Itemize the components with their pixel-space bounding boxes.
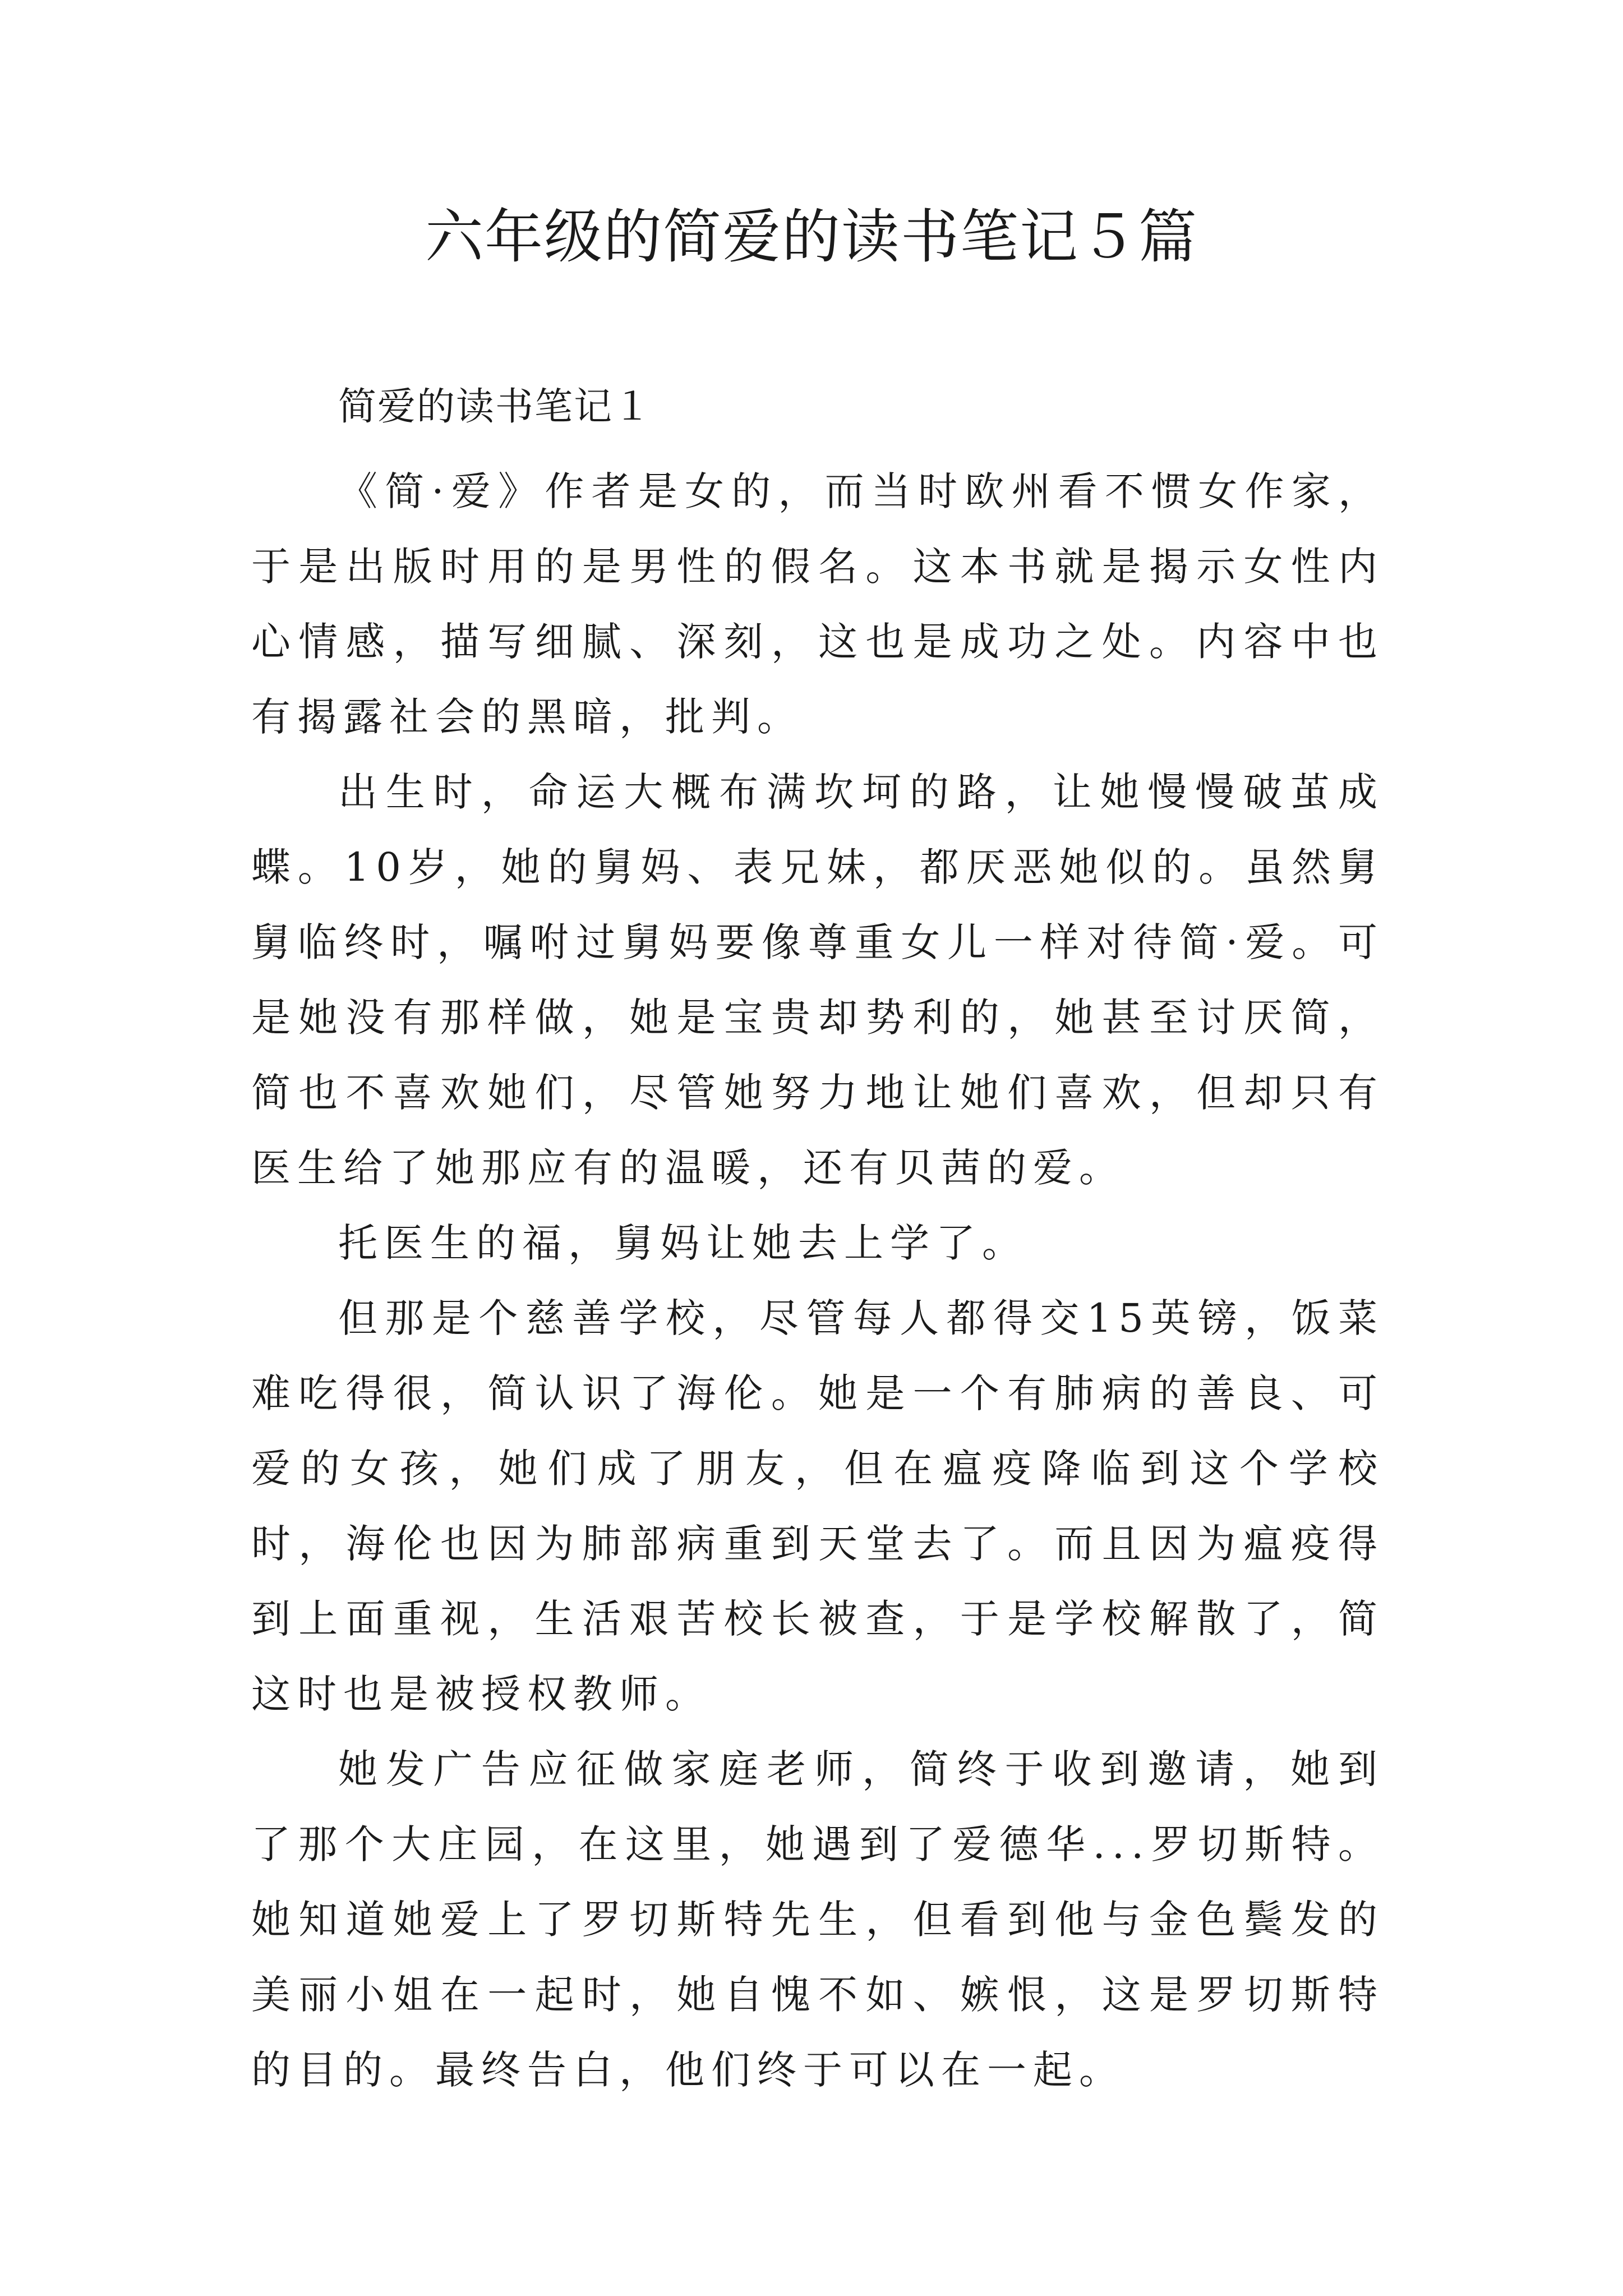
paragraph-4: 但那是个慈善学校，尽管每人都得交15英镑，饭菜难吃得很，简认识了海伦。她是一个有肺病的善良、可爱的女孩，她们成了朋友，但在瘟疫降临到这个学校时，海伦也因为肺部病重到天堂去了。而且因为瘟疫得到上面重视，生活艰苦校长被查，于是学校解散了，简这时也是被授权教师。 bbox=[251, 1295, 1384, 1717]
paragraph-5: 她发广告应征做家庭老师，简终于收到邀请，她到了那个大庄园，在这里，她遇到了爱德华...罗切斯特。她知道她爱上了罗切斯特先生，但看到他与金色鬓发的美丽小姐在一起时，她自愧不如、嫉恨，这是罗切斯特的目的。最终告白，他们终于可以在一起。 bbox=[251, 1746, 1384, 2093]
section-heading: 简爱的读书笔记１ bbox=[338, 385, 653, 429]
paragraph-3: 托医生的福，舅妈让她去上学了。 bbox=[338, 1220, 1028, 1266]
paragraph-2: 出生时，命运大概布满坎坷的路，让她慢慢破茧成蝶。10岁，她的舅妈、表兄妹，都厌恶她似的。虽然舅舅临终时，嘱咐过舅妈要像尊重女儿一样对待简·爱。可是她没有那样做，她是宝贵却势利的，她甚至讨厌简，简也不喜欢她们，尽管她努力地让她们喜欢，但却只有医生给了她那应有的温暖，还有贝茜的爱。 bbox=[251, 769, 1384, 1191]
document-title: 六年级的简爱的读书笔记５篇 bbox=[425, 203, 1198, 271]
document-body bbox=[251, 379, 1384, 2108]
paragraph-1: 《简·爱》作者是女的，而当时欧州看不惯女作家，于是出版时用的是男性的假名。这本书就是揭示女性内心情感，描写细腻、深刻，这也是成功之处。内容中也有揭露社会的黑暗，批判。 bbox=[251, 468, 1384, 740]
